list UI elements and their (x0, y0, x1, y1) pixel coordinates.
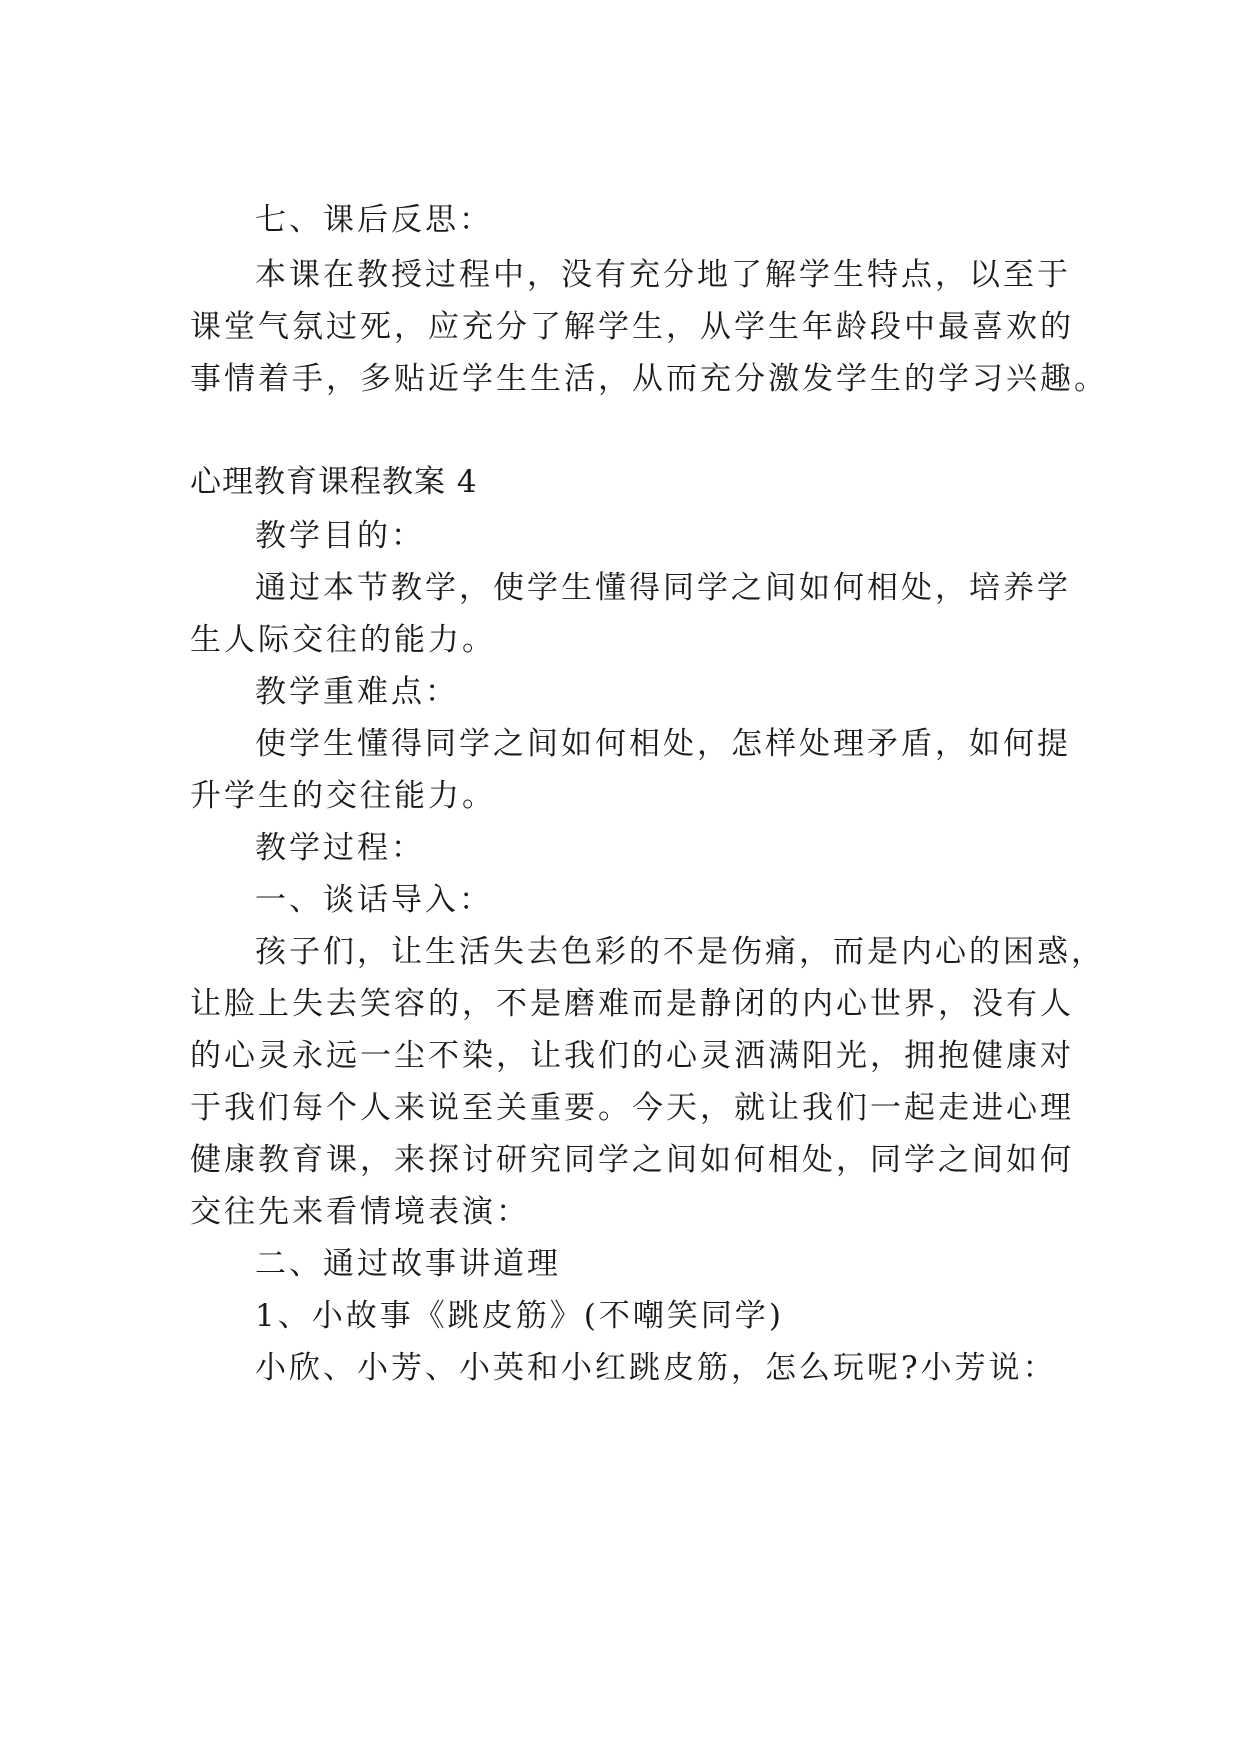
section-heading-story: 二、通过故事讲道理 (255, 1246, 561, 1282)
section-heading-process: 教学过程： (255, 830, 425, 866)
section-heading-goal: 教学目的： (255, 518, 425, 554)
section-heading-reflection: 七、课后反思： (255, 202, 493, 238)
paragraph-line: 升学生的交往能力。 (190, 778, 496, 814)
paragraph-line: 事情着手，多贴近学生生活，从而充分激发学生的学习兴趣。 (190, 361, 1108, 397)
story-title: 1、小故事《跳皮筋》(不嘲笑同学) (255, 1298, 784, 1334)
paragraph-line: 本课在教授过程中，没有充分地了解学生特点，以至于 (255, 257, 1071, 293)
paragraph-line: 交往先来看情境表演： (190, 1194, 530, 1230)
paragraph-line: 让脸上失去笑容的，不是磨难而是静闭的内心世界，没有人 (190, 986, 1074, 1022)
section-heading-intro: 一、谈话导入： (255, 882, 493, 918)
paragraph-line: 小欣、小芳、小英和小红跳皮筋，怎么玩呢?小芳说： (255, 1350, 1057, 1386)
section-heading-key-points: 教学重难点： (255, 674, 459, 710)
lesson-title: 心理教育课程教案 4 (190, 464, 478, 500)
paragraph-line: 孩子们，让生活失去色彩的不是伤痛，而是内心的困惑， (255, 934, 1105, 970)
paragraph-line: 课堂气氛过死，应充分了解学生，从学生年龄段中最喜欢的 (190, 309, 1074, 345)
paragraph-line: 的心灵永远一尘不染，让我们的心灵洒满阳光，拥抱健康对 (190, 1038, 1074, 1074)
paragraph-line: 健康教育课，来探讨研究同学之间如何相处，同学之间如何 (190, 1142, 1074, 1178)
paragraph-line: 生人际交往的能力。 (190, 622, 496, 658)
paragraph-line: 于我们每个人来说至关重要。今天，就让我们一起走进心理 (190, 1090, 1074, 1126)
paragraph-line: 通过本节教学，使学生懂得同学之间如何相处，培养学 (255, 570, 1071, 606)
paragraph-line: 使学生懂得同学之间如何相处，怎样处理矛盾，如何提 (255, 726, 1071, 762)
